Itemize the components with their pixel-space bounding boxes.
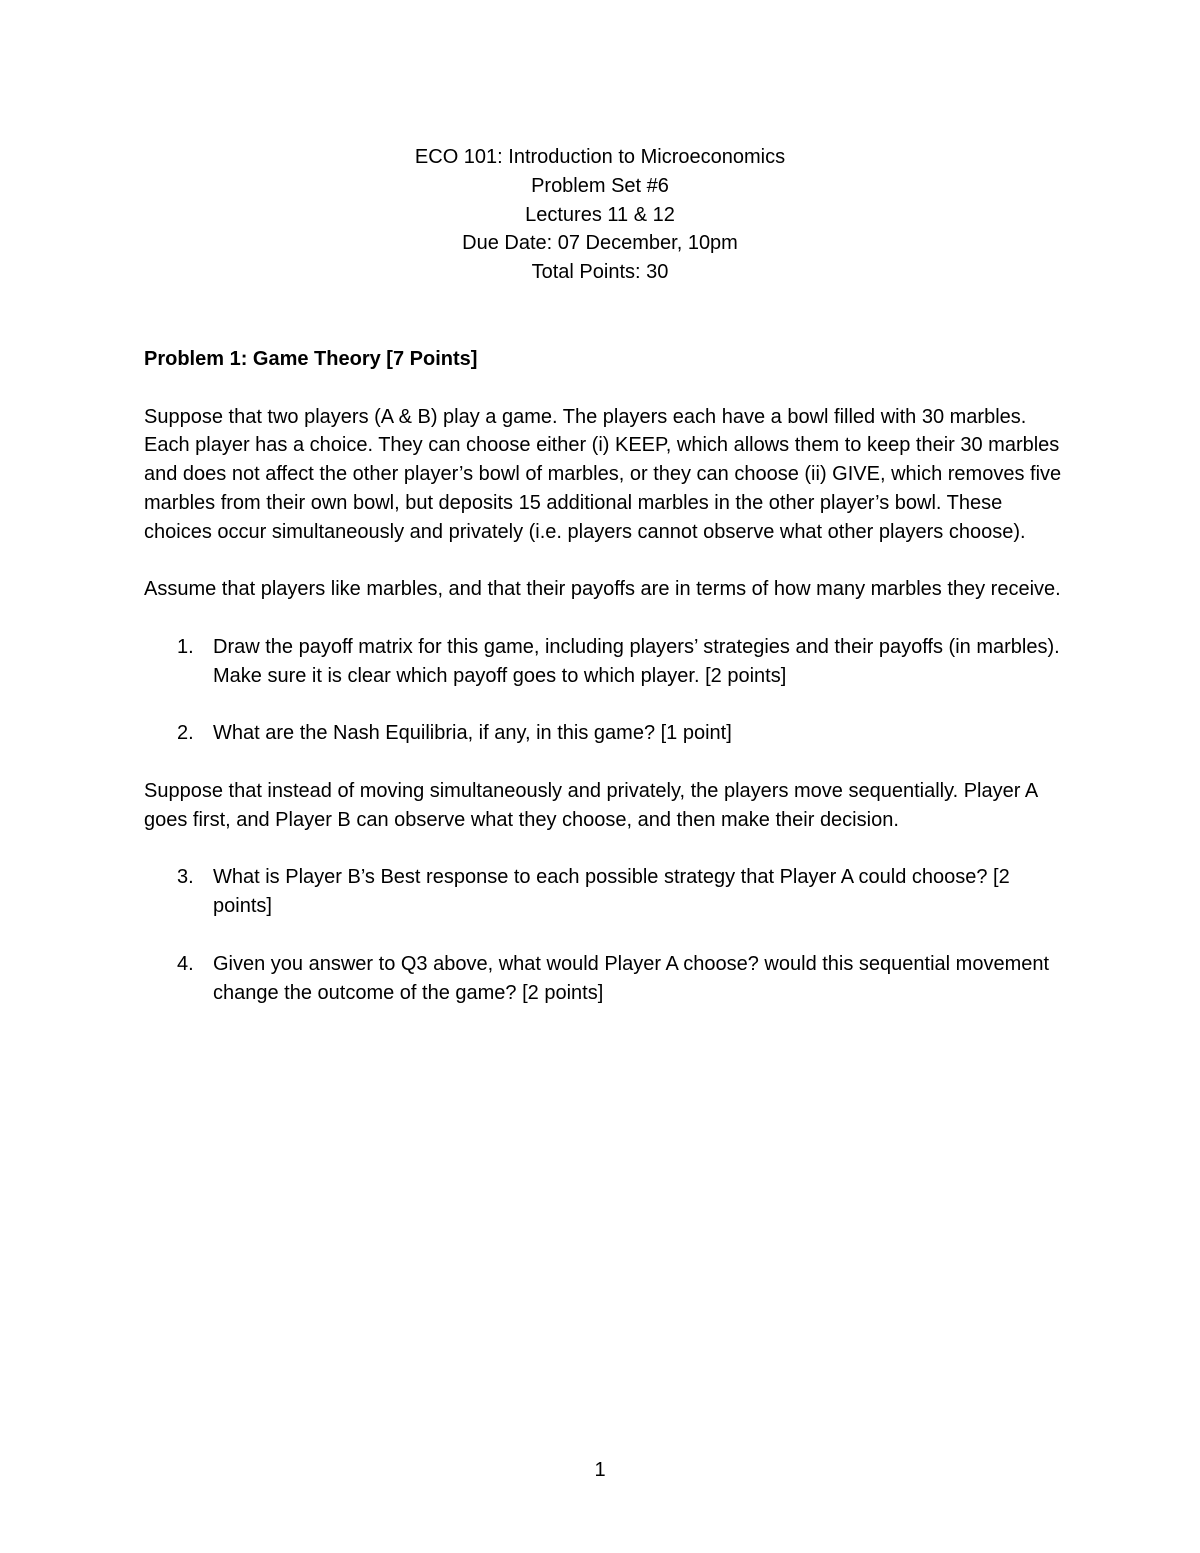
problem-1-section: [144, 345, 1064, 1007]
lectures-line: Lectures 11 & 12: [525, 203, 675, 226]
question-2: [144, 719, 1064, 748]
problem-1-intro-paragraph: Suppose that two players (A & B) play a game. The players each have a bowl filled with 30 marbles. Each player has a choice. They can choose either (i) KEEP, which allows them to keep their 30 marbles and does not affect the other player’s bowl of marbles, or they can choose (ii) GIVE, which removes five marbles from their own bowl, but deposits 15 additional marbles in the other player’s bowl. These choices occur simultaneously and privately (i.e. players cannot observe what other players choose).: [144, 405, 1062, 543]
question-number: 1.: [177, 635, 194, 658]
question-3: [144, 863, 1064, 921]
due-date-line: Due Date: 07 December, 10pm: [462, 232, 738, 255]
problem-set-title: Problem Set #6: [531, 174, 669, 197]
question-number: 4.: [177, 952, 194, 975]
question-number: 2.: [177, 722, 194, 745]
total-points-line: Total Points: 30: [531, 261, 669, 284]
question-number: 3.: [177, 866, 194, 889]
question-text: Draw the payoff matrix for this game, including players’ strategies and their payoffs (in marbles). Make sure it is clear which payoff goes to which player. [2 points]: [213, 635, 1060, 687]
question-text: What are the Nash Equilibria, if any, in this game? [1 point]: [213, 722, 732, 745]
page-number: 1: [594, 1459, 606, 1481]
problem-1-heading: Problem 1: Game Theory [7 Points]: [144, 348, 478, 370]
question-4: [144, 950, 1064, 1008]
assumption-paragraph: Assume that players like marbles, and that their payoffs are in terms of how many marbles they receive.: [144, 578, 1061, 601]
question-text: What is Player B’s Best response to each possible strategy that Player A could choose? [2 points]: [213, 866, 1010, 918]
question-text: Given you answer to Q3 above, what would Player A choose? would this sequential movement change the outcome of the game? [2 points]: [213, 952, 1050, 1004]
sequential-intro-paragraph: Suppose that instead of moving simultaneously and privately, the players move sequentially. Player A goes first, and Player B can observe what they choose, and then make their decision.: [144, 779, 1038, 831]
course-title: ECO 101: Introduction to Microeconomics: [414, 146, 786, 168]
question-1: [144, 633, 1064, 691]
document-header: [0, 143, 1200, 287]
